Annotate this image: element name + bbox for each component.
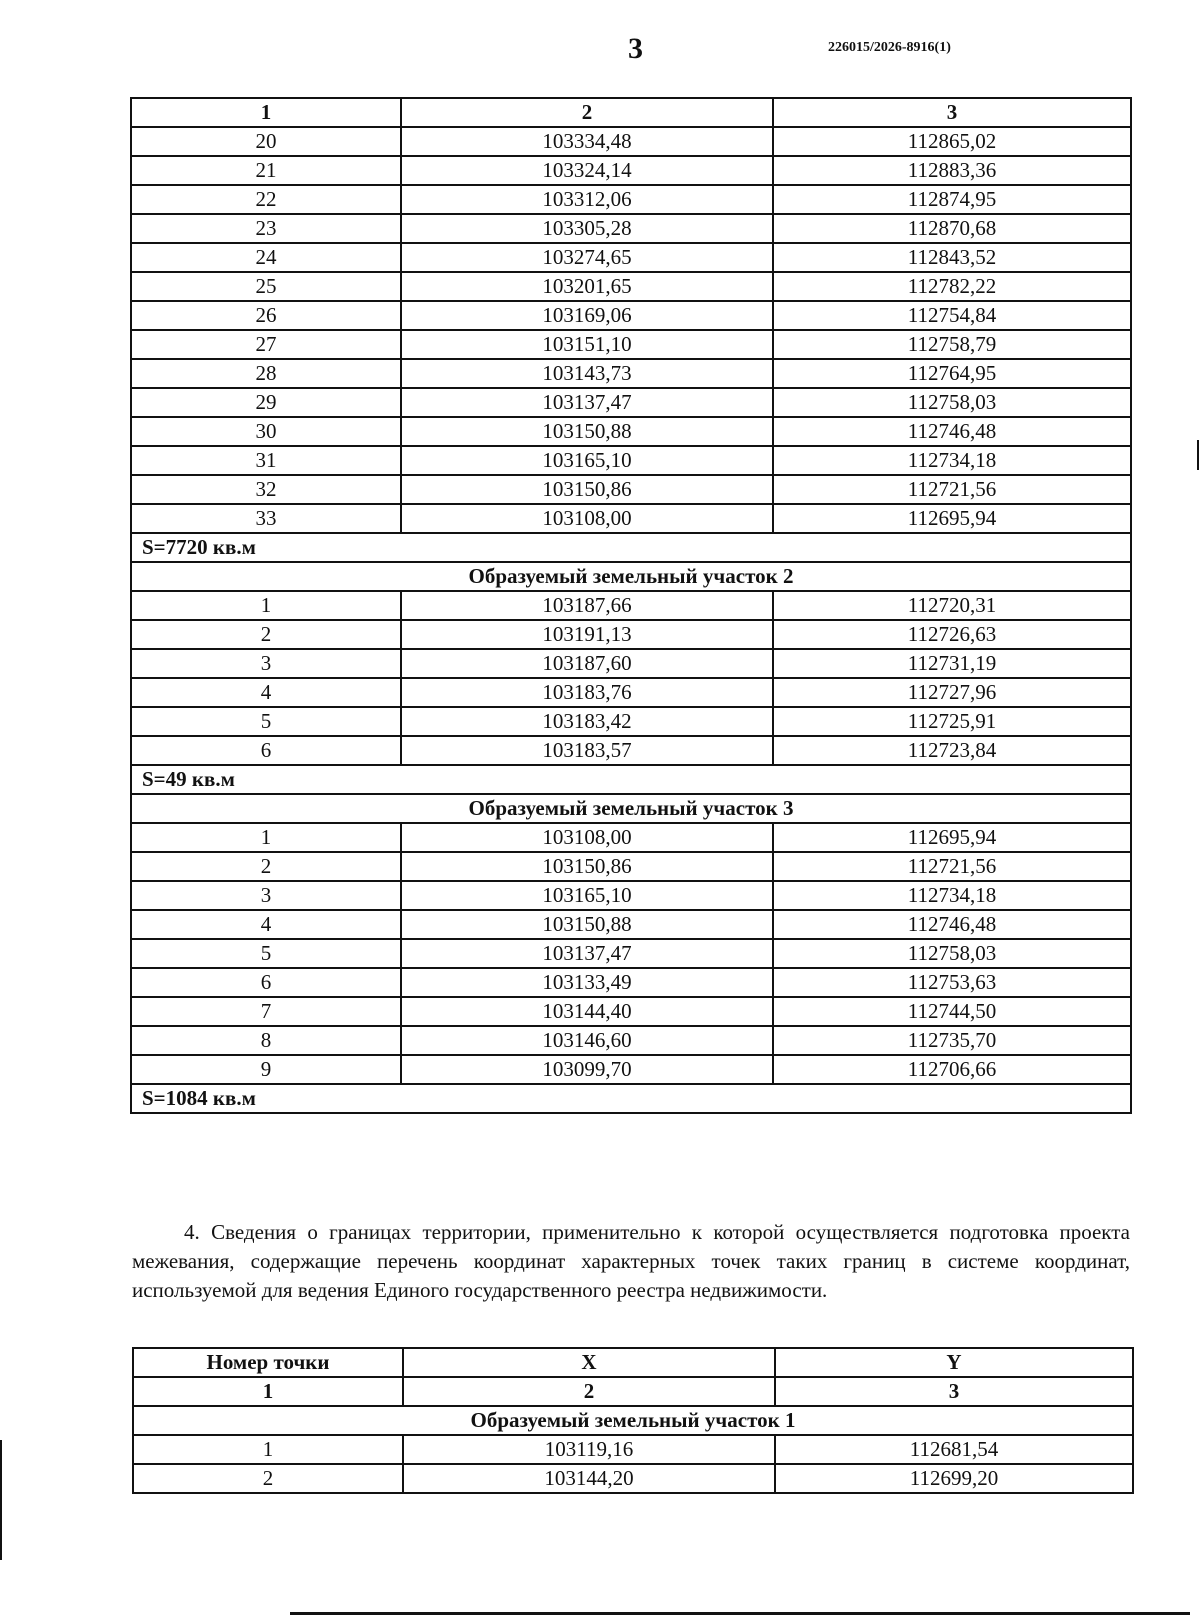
point-number-cell: 4 bbox=[131, 678, 401, 707]
point-number-cell: 1 bbox=[133, 1435, 403, 1464]
table-row bbox=[131, 417, 1131, 446]
y-coordinate-cell: 112681,54 bbox=[775, 1435, 1133, 1464]
table-row bbox=[131, 359, 1131, 388]
y-coordinate-cell: 112746,48 bbox=[773, 417, 1131, 446]
x-coordinate-cell: 103144,20 bbox=[403, 1464, 775, 1493]
table-row bbox=[131, 1026, 1131, 1055]
y-coordinate-cell: Y bbox=[775, 1348, 1133, 1377]
y-coordinate-cell: 112870,68 bbox=[773, 214, 1131, 243]
page-number: 3 bbox=[628, 32, 643, 65]
column-header-row bbox=[133, 1348, 1133, 1377]
point-number-cell: 25 bbox=[131, 272, 401, 301]
x-coordinate-cell: 103108,00 bbox=[401, 823, 773, 852]
x-coordinate-cell: 103191,13 bbox=[401, 620, 773, 649]
x-coordinate-cell: 103133,49 bbox=[401, 968, 773, 997]
table-row bbox=[131, 156, 1131, 185]
y-coordinate-cell: 112764,95 bbox=[773, 359, 1131, 388]
y-coordinate-cell: 112758,03 bbox=[773, 388, 1131, 417]
area-row bbox=[131, 765, 1131, 794]
x-coordinate-cell: 103137,47 bbox=[401, 388, 773, 417]
point-number-cell: 26 bbox=[131, 301, 401, 330]
x-coordinate-cell: 103144,40 bbox=[401, 997, 773, 1026]
point-number-cell: 3 bbox=[131, 881, 401, 910]
point-number-cell: 21 bbox=[131, 156, 401, 185]
point-number-cell: 1 bbox=[131, 98, 401, 127]
point-number-cell: 33 bbox=[131, 504, 401, 533]
section-title-row bbox=[131, 562, 1131, 591]
table-row bbox=[131, 446, 1131, 475]
y-coordinate-cell: 112843,52 bbox=[773, 243, 1131, 272]
y-coordinate-cell: 112706,66 bbox=[773, 1055, 1131, 1084]
point-number-cell: 20 bbox=[131, 127, 401, 156]
x-coordinate-cell: 103137,47 bbox=[401, 939, 773, 968]
column-number-row bbox=[131, 98, 1131, 127]
section-4-paragraph: 4. Сведения о границах территории, применительно к которой осуществляется подготовка проекта межевания, содержащие перечень координат характерных точек таких границ в системе координат, используемой для ведения Единого государственного реестра недвижимости. bbox=[132, 1220, 1130, 1302]
boundary-coordinates-table-body bbox=[133, 1348, 1133, 1493]
x-coordinate-cell: 103187,66 bbox=[401, 591, 773, 620]
x-coordinate-cell: 103099,70 bbox=[401, 1055, 773, 1084]
section-title-row-cell: Образуемый земельный участок 2 bbox=[131, 562, 1131, 591]
x-coordinate-cell: 2 bbox=[403, 1377, 775, 1406]
y-coordinate-cell: 112721,56 bbox=[773, 852, 1131, 881]
point-number-cell: Номер точки bbox=[133, 1348, 403, 1377]
area-row-cell: S=1084 кв.м bbox=[131, 1084, 1131, 1113]
x-coordinate-cell: 103183,42 bbox=[401, 707, 773, 736]
x-coordinate-cell: 103165,10 bbox=[401, 446, 773, 475]
y-coordinate-cell: 112753,63 bbox=[773, 968, 1131, 997]
coordinates-table-main-body bbox=[131, 98, 1131, 1113]
x-coordinate-cell: 103334,48 bbox=[401, 127, 773, 156]
coordinates-table-main bbox=[130, 97, 1132, 1114]
point-number-cell: 22 bbox=[131, 185, 401, 214]
point-number-cell: 30 bbox=[131, 417, 401, 446]
table-row bbox=[131, 736, 1131, 765]
x-coordinate-cell: 103274,65 bbox=[401, 243, 773, 272]
y-coordinate-cell: 112746,48 bbox=[773, 910, 1131, 939]
point-number-cell: 5 bbox=[131, 939, 401, 968]
table-row bbox=[131, 881, 1131, 910]
y-coordinate-cell: 112734,18 bbox=[773, 446, 1131, 475]
y-coordinate-cell: 112726,63 bbox=[773, 620, 1131, 649]
column-number-row bbox=[133, 1377, 1133, 1406]
table-row bbox=[131, 968, 1131, 997]
point-number-cell: 27 bbox=[131, 330, 401, 359]
table-row bbox=[131, 330, 1131, 359]
y-coordinate-cell: 112725,91 bbox=[773, 707, 1131, 736]
y-coordinate-cell: 112735,70 bbox=[773, 1026, 1131, 1055]
x-coordinate-cell: 103183,76 bbox=[401, 678, 773, 707]
y-coordinate-cell: 112727,96 bbox=[773, 678, 1131, 707]
area-row bbox=[131, 1084, 1131, 1113]
table-row bbox=[131, 214, 1131, 243]
section-title-row bbox=[131, 794, 1131, 823]
x-coordinate-cell: 103312,06 bbox=[401, 185, 773, 214]
y-coordinate-cell: 112721,56 bbox=[773, 475, 1131, 504]
table-row bbox=[131, 591, 1131, 620]
table-row bbox=[133, 1464, 1133, 1493]
table-row bbox=[131, 823, 1131, 852]
table-row bbox=[131, 504, 1131, 533]
table-row bbox=[131, 910, 1131, 939]
table-row bbox=[133, 1435, 1133, 1464]
area-row bbox=[131, 533, 1131, 562]
table-row bbox=[131, 475, 1131, 504]
x-coordinate-cell: 103146,60 bbox=[401, 1026, 773, 1055]
table-row bbox=[131, 1055, 1131, 1084]
point-number-cell: 8 bbox=[131, 1026, 401, 1055]
x-coordinate-cell: X bbox=[403, 1348, 775, 1377]
point-number-cell: 1 bbox=[133, 1377, 403, 1406]
y-coordinate-cell: 112723,84 bbox=[773, 736, 1131, 765]
point-number-cell: 6 bbox=[131, 736, 401, 765]
table-row bbox=[131, 852, 1131, 881]
y-coordinate-cell: 112782,22 bbox=[773, 272, 1131, 301]
table-row bbox=[131, 301, 1131, 330]
y-coordinate-cell: 112744,50 bbox=[773, 997, 1131, 1026]
point-number-cell: 31 bbox=[131, 446, 401, 475]
scan-edge-mark-right bbox=[1197, 440, 1199, 470]
point-number-cell: 32 bbox=[131, 475, 401, 504]
x-coordinate-cell: 103150,88 bbox=[401, 417, 773, 446]
x-coordinate-cell: 103151,10 bbox=[401, 330, 773, 359]
point-number-cell: 29 bbox=[131, 388, 401, 417]
section-title-row-cell: Образуемый земельный участок 1 bbox=[133, 1406, 1133, 1435]
x-coordinate-cell: 103169,06 bbox=[401, 301, 773, 330]
x-coordinate-cell: 103201,65 bbox=[401, 272, 773, 301]
x-coordinate-cell: 103150,88 bbox=[401, 910, 773, 939]
point-number-cell: 7 bbox=[131, 997, 401, 1026]
table-row bbox=[131, 939, 1131, 968]
table-row bbox=[131, 185, 1131, 214]
table-row bbox=[131, 678, 1131, 707]
x-coordinate-cell: 103150,86 bbox=[401, 475, 773, 504]
table-row bbox=[131, 272, 1131, 301]
table-row bbox=[131, 127, 1131, 156]
section-title-row bbox=[133, 1406, 1133, 1435]
y-coordinate-cell: 112865,02 bbox=[773, 127, 1131, 156]
x-coordinate-cell: 103187,60 bbox=[401, 649, 773, 678]
area-row-cell: S=49 кв.м bbox=[131, 765, 1131, 794]
table-row bbox=[131, 388, 1131, 417]
x-coordinate-cell: 103324,14 bbox=[401, 156, 773, 185]
x-coordinate-cell: 103108,00 bbox=[401, 504, 773, 533]
x-coordinate-cell: 103165,10 bbox=[401, 881, 773, 910]
boundary-coordinates-table bbox=[132, 1347, 1134, 1494]
y-coordinate-cell: 112720,31 bbox=[773, 591, 1131, 620]
y-coordinate-cell: 3 bbox=[775, 1377, 1133, 1406]
y-coordinate-cell: 112695,94 bbox=[773, 504, 1131, 533]
scan-edge-line-bottom bbox=[290, 1612, 1190, 1615]
point-number-cell: 23 bbox=[131, 214, 401, 243]
y-coordinate-cell: 112883,36 bbox=[773, 156, 1131, 185]
point-number-cell: 6 bbox=[131, 968, 401, 997]
table-row bbox=[131, 620, 1131, 649]
y-coordinate-cell: 112695,94 bbox=[773, 823, 1131, 852]
point-number-cell: 1 bbox=[131, 591, 401, 620]
point-number-cell: 3 bbox=[131, 649, 401, 678]
x-coordinate-cell: 103305,28 bbox=[401, 214, 773, 243]
y-coordinate-cell: 112874,95 bbox=[773, 185, 1131, 214]
table-row bbox=[131, 649, 1131, 678]
point-number-cell: 1 bbox=[131, 823, 401, 852]
point-number-cell: 24 bbox=[131, 243, 401, 272]
y-coordinate-cell: 112758,03 bbox=[773, 939, 1131, 968]
table-row bbox=[131, 997, 1131, 1026]
x-coordinate-cell: 103143,73 bbox=[401, 359, 773, 388]
x-coordinate-cell: 103183,57 bbox=[401, 736, 773, 765]
x-coordinate-cell: 103119,16 bbox=[403, 1435, 775, 1464]
y-coordinate-cell: 112731,19 bbox=[773, 649, 1131, 678]
table-row bbox=[131, 243, 1131, 272]
y-coordinate-cell: 112699,20 bbox=[775, 1464, 1133, 1493]
area-row-cell: S=7720 кв.м bbox=[131, 533, 1131, 562]
table-row bbox=[131, 707, 1131, 736]
y-coordinate-cell: 112758,79 bbox=[773, 330, 1131, 359]
point-number-cell: 2 bbox=[133, 1464, 403, 1493]
y-coordinate-cell: 3 bbox=[773, 98, 1131, 127]
point-number-cell: 4 bbox=[131, 910, 401, 939]
point-number-cell: 2 bbox=[131, 620, 401, 649]
section-title-row-cell: Образуемый земельный участок 3 bbox=[131, 794, 1131, 823]
y-coordinate-cell: 112734,18 bbox=[773, 881, 1131, 910]
x-coordinate-cell: 2 bbox=[401, 98, 773, 127]
point-number-cell: 9 bbox=[131, 1055, 401, 1084]
y-coordinate-cell: 112754,84 bbox=[773, 301, 1131, 330]
point-number-cell: 2 bbox=[131, 852, 401, 881]
document-id: 226015/2026-8916(1) bbox=[828, 40, 951, 55]
scan-edge-mark-left bbox=[0, 1440, 2, 1560]
point-number-cell: 28 bbox=[131, 359, 401, 388]
point-number-cell: 5 bbox=[131, 707, 401, 736]
x-coordinate-cell: 103150,86 bbox=[401, 852, 773, 881]
